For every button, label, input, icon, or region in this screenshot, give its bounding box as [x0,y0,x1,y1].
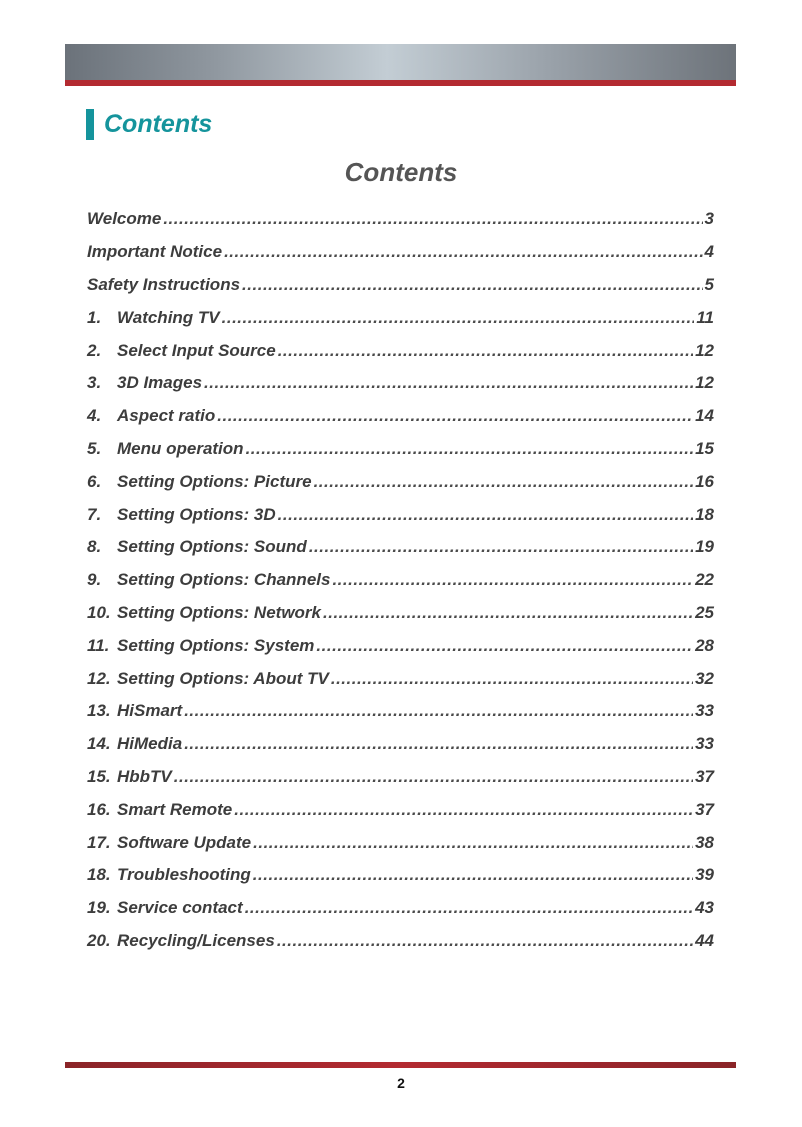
toc-entry[interactable] [87,498,714,531]
toc-entry-number: 1. [87,307,102,327]
table-of-contents [87,203,714,957]
toc-entry[interactable] [87,695,714,728]
toc-leader-dots [278,341,693,361]
header-band [65,44,736,80]
toc-leader-dots [309,537,693,557]
toc-entry-title: Smart Remote [117,799,233,819]
toc-leader-dots [184,734,693,754]
toc-entry[interactable] [87,203,714,236]
header-red-rule [65,80,736,86]
toc-entry-page: 33 [695,734,714,754]
toc-entry-title: Setting Options: Picture [117,471,312,491]
toc-entry[interactable] [87,433,714,466]
toc-entry-number: 15. [87,766,111,786]
toc-entry[interactable] [87,334,714,367]
toc-entry-title: Select Input Source [117,340,276,360]
toc-entry-page: 19 [695,537,714,557]
toc-leader-dots [323,603,693,623]
footer-rule [65,1062,736,1068]
toc-entry[interactable] [87,629,714,662]
toc-entry-number: 8. [87,537,102,557]
toc-entry[interactable] [87,597,714,630]
toc-entry-page: 25 [695,602,714,622]
toc-leader-dots [224,242,702,262]
toc-entry[interactable] [87,925,714,958]
toc-entry[interactable] [87,531,714,564]
toc-entry[interactable] [87,793,714,826]
toc-entry-title: 3D Images [117,373,203,393]
toc-entry-number: 19. [87,898,111,918]
toc-entry-page: 12 [695,340,714,360]
toc-entry[interactable] [87,859,714,892]
toc-entry-number: 14. [87,734,111,754]
toc-entry-title: Important Notice [87,242,223,262]
toc-entry-page: 37 [695,799,714,819]
toc-leader-dots [234,800,693,820]
toc-entry[interactable] [87,465,714,498]
toc-entry-number: 18. [87,865,111,885]
toc-entry[interactable] [87,564,714,597]
toc-leader-dots [184,701,693,721]
toc-entry-title: Recycling/Licenses [117,930,275,950]
toc-entry-title: Troubleshooting [117,865,251,885]
toc-leader-dots [174,767,693,787]
toc-leader-dots [331,669,693,689]
toc-leader-dots [314,472,694,492]
toc-entry-page: 4 [704,242,714,262]
toc-entry-number: 17. [87,832,111,852]
toc-entry-number: 13. [87,701,111,721]
toc-leader-dots [253,833,693,853]
toc-entry-page: 28 [695,635,714,655]
toc-entry-title: Setting Options: Network [117,602,321,622]
toc-entry-title: HiMedia [117,734,183,754]
toc-leader-dots [242,275,702,295]
toc-entry-title: Setting Options: 3D [117,504,276,524]
toc-entry-title: Setting Options: Channels [117,570,331,590]
toc-entry[interactable] [87,728,714,761]
toc-entry-page: 16 [695,471,714,491]
toc-leader-dots [316,636,693,656]
toc-entry-number: 2. [87,340,102,360]
toc-entry-title: Software Update [117,832,252,852]
toc-entry-number: 3. [87,373,102,393]
toc-entry-page: 43 [695,898,714,918]
toc-leader-dots [217,406,693,426]
toc-entry[interactable] [87,662,714,695]
toc-entry-page: 12 [695,373,714,393]
toc-entry[interactable] [87,826,714,859]
toc-entry-number: 5. [87,438,102,458]
toc-entry-title: Menu operation [117,438,244,458]
toc-entry-title: Safety Instructions [87,274,241,294]
toc-entry-number: 4. [87,406,102,426]
toc-entry-number: 10. [87,602,111,622]
toc-leader-dots [332,570,693,590]
toc-entry-title: Setting Options: System [117,635,315,655]
toc-entry-number: 7. [87,504,102,524]
toc-entry-page: 32 [695,668,714,688]
toc-entry-title: Service contact [117,898,243,918]
toc-entry-title: Aspect ratio [117,406,216,426]
toc-entry-number: 12. [87,668,111,688]
toc-entry-title: Setting Options: Sound [117,537,307,557]
toc-entry-number: 9. [87,570,102,590]
toc-entry[interactable] [87,367,714,400]
toc-entry-page: 44 [695,930,714,950]
toc-entry-page: 39 [695,865,714,885]
toc-entry-page: 3 [704,209,714,229]
toc-leader-dots [204,373,693,393]
toc-leader-dots [222,308,695,328]
section-marker [86,109,94,140]
toc-entry[interactable] [87,236,714,269]
section-title: Contents [104,110,213,138]
toc-leader-dots [253,865,693,885]
toc-entry-title: Setting Options: About TV [117,668,329,688]
toc-leader-dots [277,931,693,951]
toc-entry-number: 16. [87,799,111,819]
toc-entry-page: 37 [695,766,714,786]
toc-entry-page: 15 [695,438,714,458]
toc-leader-dots [278,505,693,525]
toc-leader-dots [245,898,693,918]
page-number: 2 [397,1075,405,1091]
toc-leader-dots [163,209,702,229]
toc-entry-page: 11 [696,307,714,327]
toc-entry-title: HiSmart [117,701,183,721]
toc-entry-page: 22 [695,570,714,590]
toc-entry-title: Watching TV [117,307,220,327]
toc-entry[interactable] [87,301,714,334]
toc-entry-page: 5 [704,274,714,294]
toc-entry-title: HbbTV [117,766,172,786]
toc-leader-dots [246,439,694,459]
toc-heading: Contents [344,157,458,187]
toc-entry-page: 14 [695,406,714,426]
toc-entry[interactable] [87,892,714,925]
toc-entry[interactable] [87,400,714,433]
toc-entry-title: Welcome [87,209,162,229]
toc-entry-page: 18 [695,504,714,524]
toc-entry[interactable] [87,269,714,302]
toc-entry-number: 11. [87,635,110,655]
toc-entry-number: 20. [87,930,111,950]
toc-entry-page: 38 [695,832,714,852]
toc-entry[interactable] [87,761,714,794]
toc-entry-number: 6. [87,471,102,491]
toc-entry-page: 33 [695,701,714,721]
